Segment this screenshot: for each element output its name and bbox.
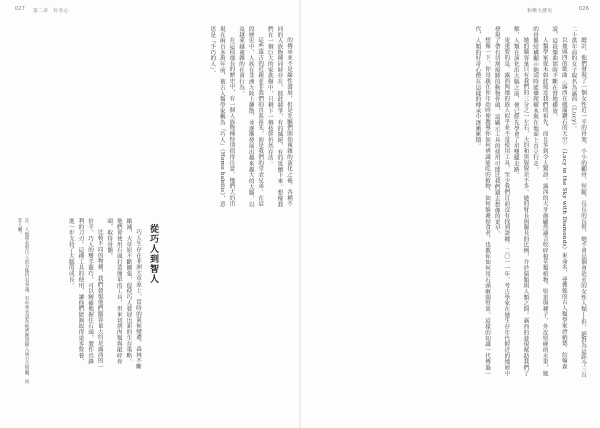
- footnote: 註：人類學家對巧人的分類仍有爭議，有些學者認為牠們應該歸入南方古猿屬，而非人屬。: [17, 218, 29, 384]
- paragraph: 她的腦容量只有我們的三分之一左右，大約和黑猩猩差不多。她的臂長與腿長的比例，介於猿類與人類之間。露西的發現幫助我們了解，人類在演化出大腦之前，便已經先學會了用雙腿走路。: [512, 26, 529, 377]
- paragraph: 以披頭四的歌曲〈露西在綴滿鑽石的天空〉（Lucy in the Sky with Diamonds）來命名，尋獲她的古人類學家唐納德．約翰森說，這段樂曲那時不斷在營地播放。: [551, 26, 567, 370]
- paragraph: 人類學家從未如此接近我們的祖先，而且多到令人驚訝。露西的大牙齒顯然適合咬碎根莖類植物、堅果與種子，外皮堅硬的水果，她的骨骼結構顯示她同時能攀爬樹木與在地面上直立行走。: [532, 26, 548, 377]
- left-page-bottom-body: [34, 218, 142, 370]
- right-page-number: 026: [579, 7, 590, 12]
- paragraph: 的傳承並不是線性發展，但是先驅們開始複雜的演化之後，各種不同的人族物種同時存在，彼此競爭，有的滅絕，有的延續下來。想像我們在一個巨大的家族樹中，只剩下一個枝幹仍然存活。: [266, 26, 292, 208]
- paragraph: 更重要的是，露西與她的族人似乎並不常使用工具，至少我們目前沒有找到證據。二〇一一年，考古學家在她生存年代附近的地層中發現了帶有切割痕跡的動物骨頭，這顯示工具的使用可能比我們過去想像的更早。: [493, 26, 510, 377]
- right-running-header: 和樂大歷史: [527, 9, 553, 14]
- left-page-number: 027: [15, 7, 26, 12]
- section-heading: 從巧人到智人: [148, 224, 158, 284]
- paragraph: 巧人生存在非洲大草原上。當時的氣候變遷，森林不斷縮減，大草原不斷擴張，促使巧人發展出新的生存策略。他們會使用石頭打造簡單的工具，用來切割肉類與敲碎骨頭，取得骨髓。: [106, 218, 141, 370]
- paragraph: 總計，他們發現了一個女性近一半的骨架，小小的顱骨、短腿、長長的長臂，她不會是個會造火的女性人類──但，絕對為這距今三百二十萬年前的女子取名為露西（Lucy）。: [570, 26, 586, 378]
- right-page-body: [309, 26, 587, 378]
- paragraph: 比較不同的物種，我們發現他們腦容量大約是露西的一倍半。巧人的雙手靈巧，可以精確地握住石頭，製作出鋒利的刀刃。這種工具的使用，讓他們能夠取得更多營養，進一步支持了大腦的成長。: [67, 218, 103, 370]
- paragraph: 這些遠古的近親並非我們的直系祖先，而是我們的堂表兄弟。在這段歷史中，人族在非洲大陸上擴散，並逐漸發展出越來越大的大腦，以及越來越複雜的社會行為。: [238, 26, 264, 208]
- paragraph: 在這段漫長的歷史中，有一個人族物種特別值得注意。牠們大約出現在兩百多萬年前，被古人類學家稱為「巧人」（Homo habilis），意思是「手巧的人」。: [209, 26, 235, 208]
- page-gutter: [299, 0, 301, 428]
- left-page-top-body: [159, 26, 293, 208]
- left-running-header: 第二章 好奇心: [33, 9, 69, 14]
- paragraph: 想像一下，你母親在你年幼時便教導你如何辨識能吃的植物、如何躲避掠食者，也教你如何用石頭砸開堅果。這樣的知識一代傳過一代，人類的好奇心便在這樣的傳承中逐漸累積。: [474, 26, 491, 377]
